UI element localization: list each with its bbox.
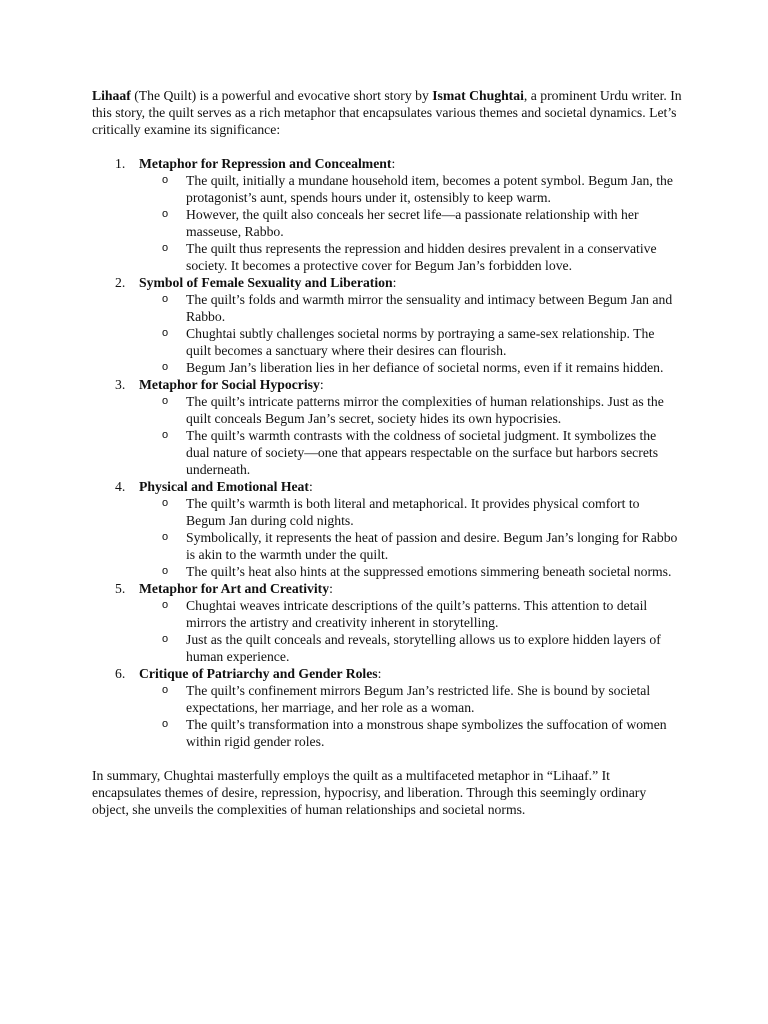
bullet-text: The quilt’s folds and warmth mirror the sensuality and intimacy between Begum Jan and Rabbo. xyxy=(186,292,673,324)
list-item xyxy=(139,206,682,240)
bullet-list xyxy=(139,597,682,665)
list-item xyxy=(139,682,682,716)
section-number: 3. xyxy=(115,377,126,392)
bullet-text: The quilt’s confinement mirrors Begum Jan’s restricted life. She is bound by societal expectations, her marriage, and her role as a woman. xyxy=(186,683,651,715)
bullet-icon: o xyxy=(162,395,169,407)
list-item xyxy=(139,359,682,376)
bullet-icon: o xyxy=(162,327,169,339)
summary-text: In summary, Chughtai masterfully employs the quilt as a multifaceted metaphor in “Lihaaf.” It encapsulates themes of desire, repression, hypocrisy, and liberation. Through this seemingly ordinary object, she unveils the complexities of human relationships and societal norms. xyxy=(92,768,647,817)
bullet-list xyxy=(139,495,682,580)
list-item xyxy=(139,597,682,631)
bullet-icon: o xyxy=(162,718,169,730)
list-item xyxy=(92,478,682,580)
section-title: Metaphor for Social Hypocrisy xyxy=(139,377,320,392)
section-colon: : xyxy=(319,377,324,392)
bullet-list xyxy=(139,393,682,478)
bullet-icon: o xyxy=(162,565,169,577)
story-title: Lihaaf xyxy=(92,88,131,103)
section-colon: : xyxy=(329,581,333,596)
author-name: Ismat Chughtai xyxy=(432,88,524,103)
section-colon: : xyxy=(392,275,397,290)
section-list xyxy=(92,155,682,750)
bullet-text: Begum Jan’s liberation lies in her defiance of societal norms, even if it remains hidden. xyxy=(186,360,664,375)
bullet-icon: o xyxy=(162,429,169,441)
bullet-icon: o xyxy=(162,531,169,543)
intro-text-1: (The Quilt) is a powerful and evocative short story by xyxy=(130,88,433,103)
section-title: Metaphor for Repression and Concealment xyxy=(139,156,392,171)
list-item xyxy=(92,155,682,274)
section-number: 1. xyxy=(115,156,126,171)
bullet-list xyxy=(139,682,682,750)
list-item xyxy=(139,393,682,427)
section-colon: : xyxy=(391,156,396,171)
section-title: Metaphor for Art and Creativity xyxy=(139,581,330,596)
list-item xyxy=(92,665,682,750)
list-item xyxy=(139,325,682,359)
list-item xyxy=(139,716,682,750)
bullet-text: The quilt’s intricate patterns mirror the complexities of human relationships. Just as the quilt conceals Begum Jan’s secret, society hides its own hypocrisies. xyxy=(186,394,664,426)
document-page xyxy=(92,87,682,818)
bullet-icon: o xyxy=(162,599,169,611)
section-title: Symbol of Female Sexuality and Liberation xyxy=(139,275,393,290)
summary-paragraph xyxy=(92,767,682,818)
list-item xyxy=(139,427,682,478)
section-number: 5. xyxy=(115,581,126,596)
bullet-icon: o xyxy=(162,497,169,509)
bullet-icon: o xyxy=(162,684,169,696)
section-colon: : xyxy=(377,666,382,681)
list-item xyxy=(92,580,682,665)
list-item xyxy=(139,529,682,563)
bullet-list xyxy=(139,291,682,376)
section-colon: : xyxy=(308,479,313,494)
list-item xyxy=(92,274,682,376)
bullet-icon: o xyxy=(162,361,169,373)
list-item xyxy=(139,563,682,580)
bullet-text: Just as the quilt conceals and reveals, storytelling allows us to explore hidden layers of human experience. xyxy=(186,632,661,664)
bullet-text: Symbolically, it represents the heat of passion and desire. Begum Jan’s longing for Rabbo is akin to the warmth under the quilt. xyxy=(186,530,678,562)
bullet-text: The quilt thus represents the repression and hidden desires prevalent in a conservative society. It becomes a protective cover for Begum Jan’s forbidden love. xyxy=(186,241,657,273)
section-number: 6. xyxy=(115,666,126,681)
section-title: Physical and Emotional Heat xyxy=(139,479,309,494)
list-item xyxy=(92,376,682,478)
bullet-list xyxy=(139,172,682,274)
bullet-text: The quilt’s warmth is both literal and metaphorical. It provides physical comfort to Begum Jan during cold nights. xyxy=(186,496,640,528)
bullet-text: The quilt’s heat also hints at the suppressed emotions simmering beneath societal norms. xyxy=(186,564,672,579)
bullet-text: Chughtai weaves intricate descriptions of the quilt’s patterns. This attention to detail mirrors the artistry and creativity inherent in storytelling. xyxy=(186,598,648,630)
bullet-icon: o xyxy=(162,208,169,220)
list-item xyxy=(139,495,682,529)
bullet-icon: o xyxy=(162,174,169,186)
bullet-text: The quilt’s transformation into a monstrous shape symbolizes the suffocation of women within rigid gender roles. xyxy=(186,717,667,749)
bullet-text: The quilt’s warmth contrasts with the coldness of societal judgment. It symbolizes the dual nature of society—one that appears respectable on the surface but harbors secrets underneath. xyxy=(186,428,659,477)
bullet-icon: o xyxy=(162,633,169,645)
list-item xyxy=(139,240,682,274)
intro-text-2: , a prominent Urdu writer. In this story, the quilt serves as a rich metaphor that encapsulates various themes and societal dynamics. Let’s critically examine its significance: xyxy=(92,88,682,137)
list-item xyxy=(139,172,682,206)
intro-paragraph xyxy=(92,87,682,138)
bullet-icon: o xyxy=(162,242,169,254)
section-title: Critique of Patriarchy and Gender Roles xyxy=(139,666,378,681)
bullet-icon: o xyxy=(162,293,169,305)
list-item xyxy=(139,291,682,325)
bullet-text: Chughtai subtly challenges societal norms by portraying a same-sex relationship. The quilt becomes a sanctuary where their desires can flourish. xyxy=(186,326,655,358)
section-number: 2. xyxy=(115,275,126,290)
bullet-text: The quilt, initially a mundane household item, becomes a potent symbol. Begum Jan, the protagonist’s aunt, spends hours under it, ostensibly to keep warm. xyxy=(186,173,673,205)
section-number: 4. xyxy=(115,479,126,494)
bullet-text: However, the quilt also conceals her secret life—a passionate relationship with her masseuse, Rabbo. xyxy=(186,207,639,239)
list-item xyxy=(139,631,682,665)
